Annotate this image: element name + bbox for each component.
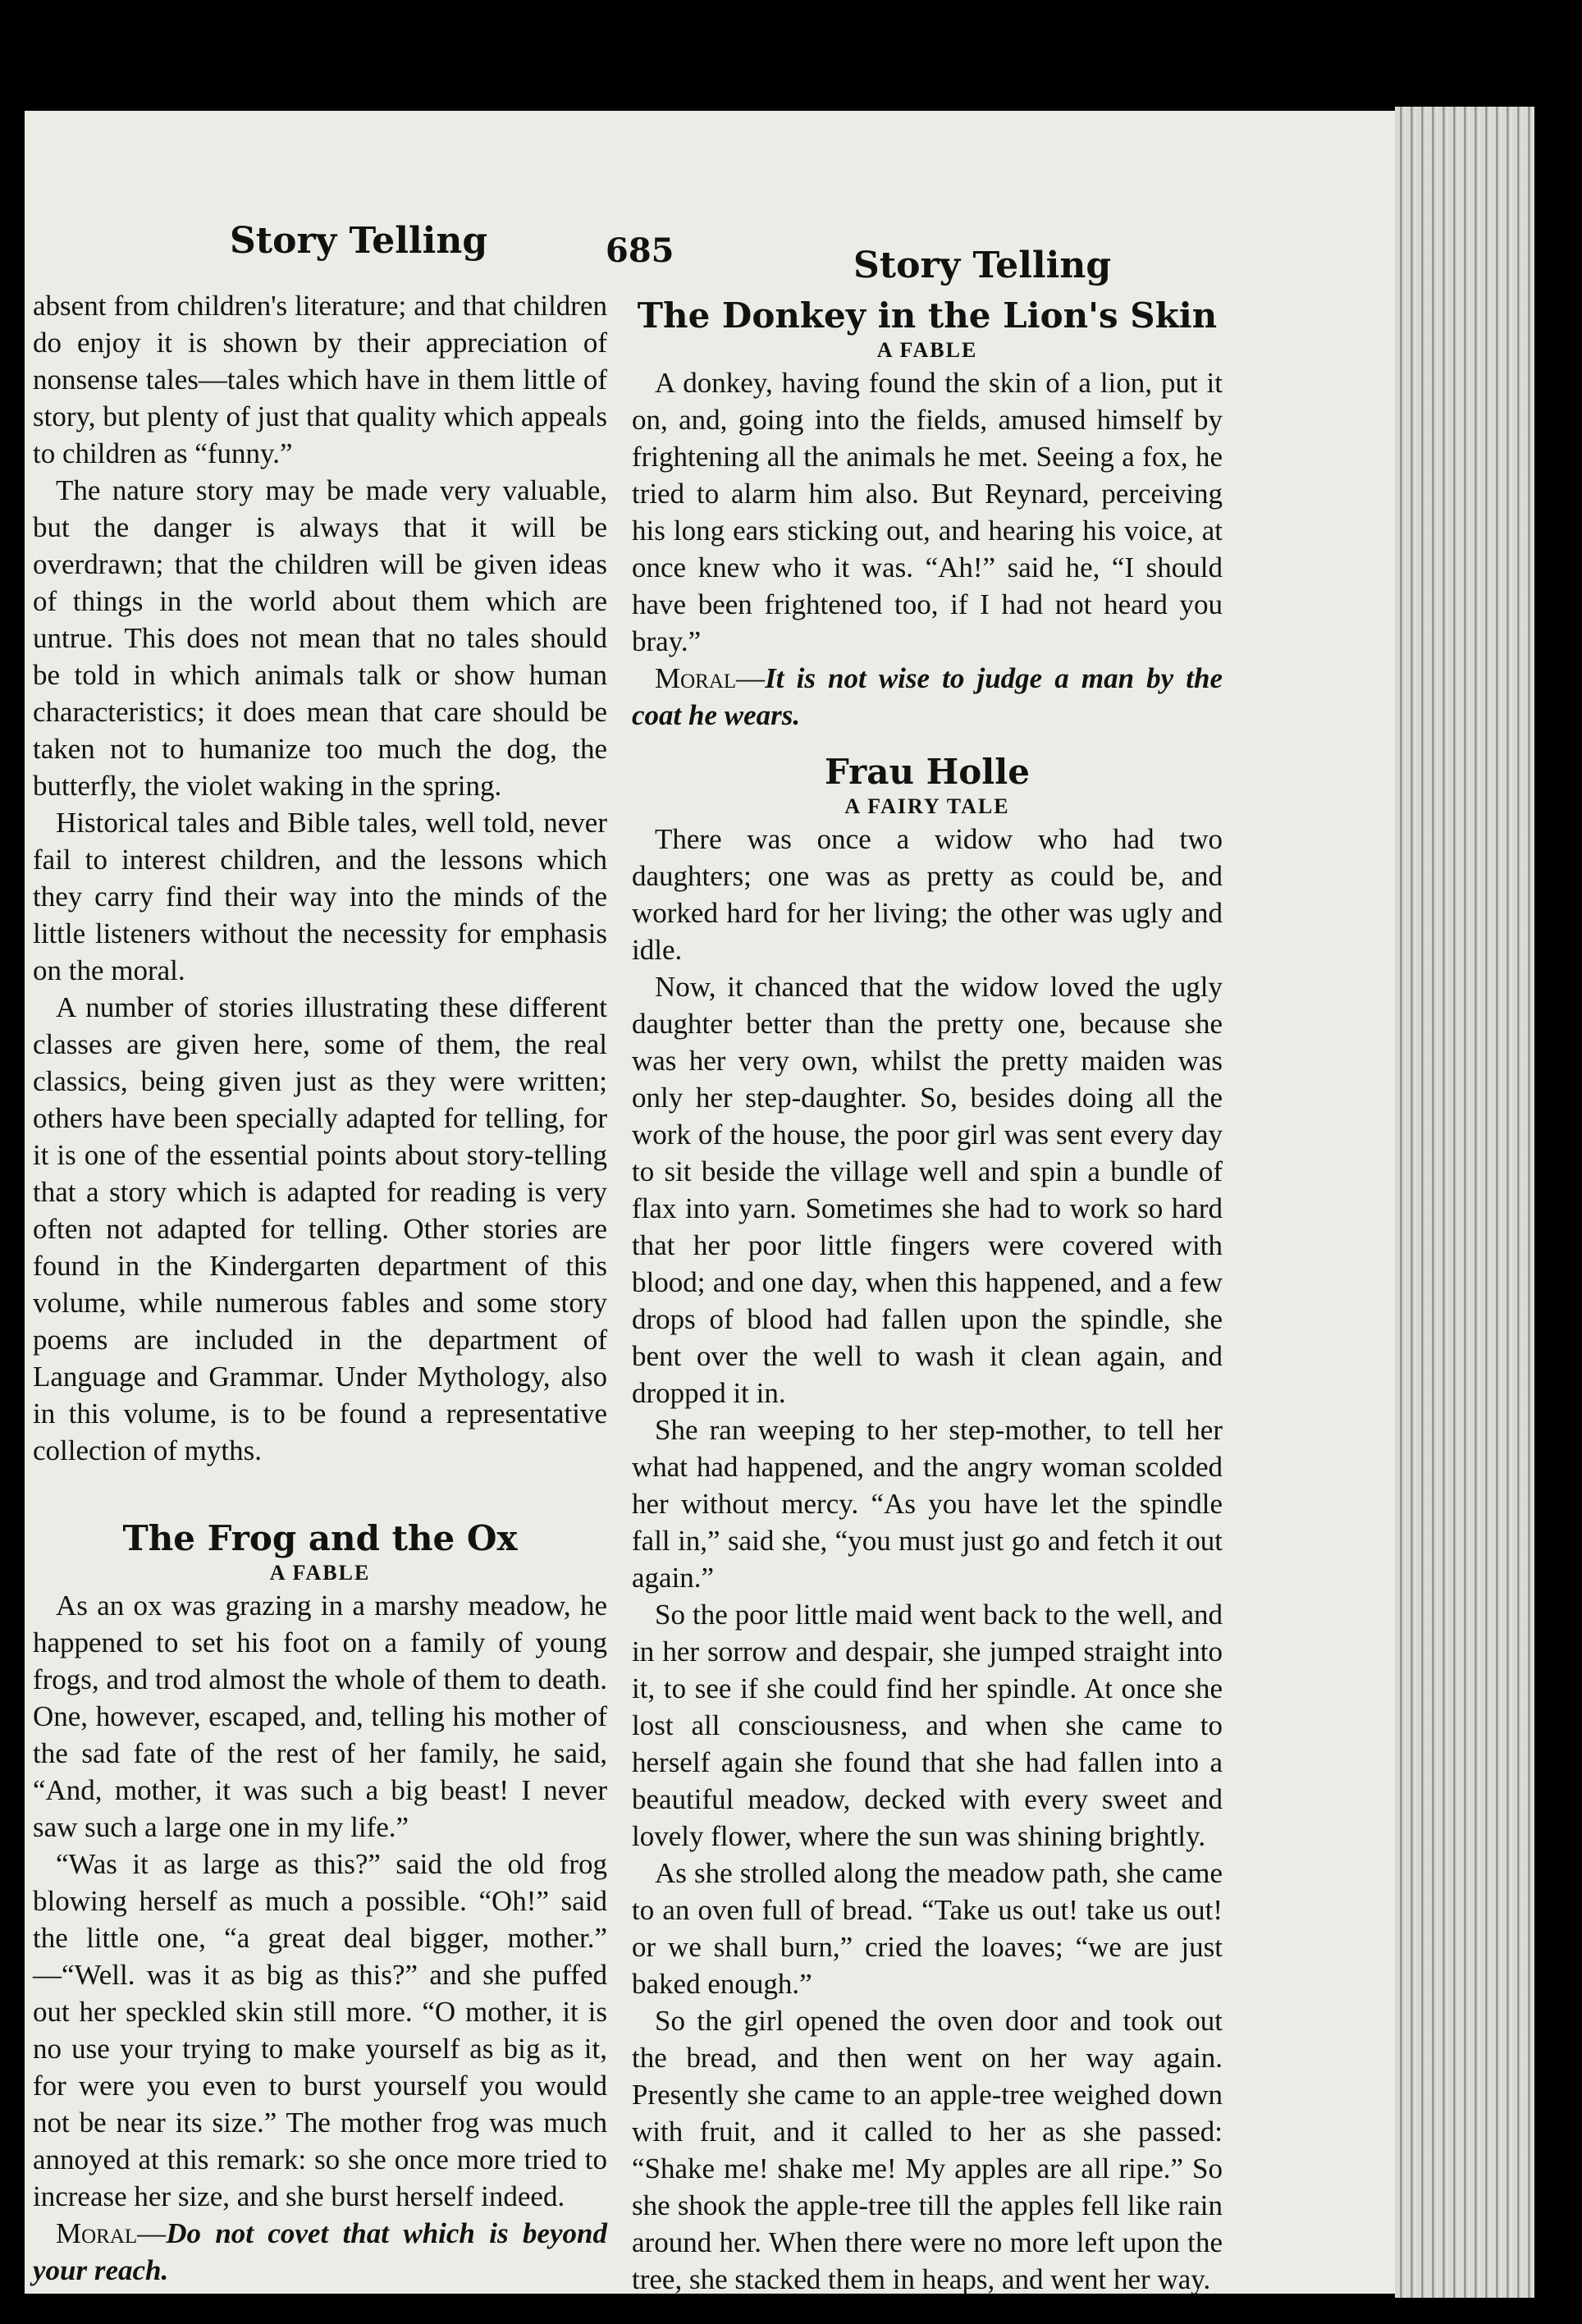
paragraph: So the girl opened the oven door and took out the bread, and then went on her way again. Presently she came to an apple-tree weighed down with fruit, and it called to her as she passed: “Shake me! shake me! My apples are all ripe.” So she shook the apple-tree till the apples fell like rain around her. When there were no more left upon the tree, she stacked them in heaps, and went her way.: [632, 2005, 1223, 2295]
moral: [632, 660, 1223, 734]
story-title: The Frog and the Ox: [122, 1518, 518, 1558]
paragraph: As an ox was grazing in a marshy meadow, he happened to set his foot on a family of young frogs, and trod almost the whole of them to death. One, however, escaped, and, telling his mother of the sad fate of the rest of her family, he said, “And, mother, it was such a big beast! I never saw such a large one in my life.”: [33, 1590, 607, 1843]
paragraph: The nature story may be made very valuable, but the danger is always that it will be overdrawn; that the children will be given ideas of things in the world about them which are untrue. This does not mean that no tales should be told in which animals talk or show human characteristics; it does mean that care should be taken not to humanize too much the dog, the butterfly, the violet waking in the spring.: [33, 474, 607, 802]
left-column: [33, 287, 607, 2289]
paragraph: A donkey, having found the skin of a lion, put it on, and, going into the fields, amused himself by frightening all the animals he met. Seeing a fox, he tried to alarm him also. But Reynard, perceiving his long ears sticking out, and hearing his voice, at once knew who it was. “Ah!” said he, “I should have been frightened too, if I had not heard you bray.”: [632, 367, 1223, 657]
right-column: [632, 295, 1223, 2298]
running-head-right: Story Telling: [853, 245, 1112, 286]
paragraph: A number of stories illustrating these different classes are given here, some of them, the real classics, being given just as they were written; others have been specially adapted for telling, for it is one of the essential points about story-telling that a story which is adapted for reading is very often not adapted for telling. Other stories are found in the Kindergarten department of this volume, while numerous fables and some story poems are included in the department of Language and Grammar. Under Mythology, also in this volume, is to be found a representative collection of myths.: [33, 991, 607, 1466]
story-subtitle: A FAIRY TALE: [844, 794, 1010, 818]
paragraph: Historical tales and Bible tales, well told, never fail to interest children, and the lessons which they carry find their way into the minds of the little listeners without the necessity for emphasis on the moral.: [33, 807, 607, 986]
moral-text: Do not covet that which is beyond your reach.: [33, 2217, 607, 2286]
paragraph: So the poor little maid went back to the well, and in her sorrow and despair, she jumped straight into it, to see if she could find her spindle. At once she lost all consciousness, and when she came to herself again she found that she had fallen into a beautiful meadow, decked with every sweet and lovely flower, where the sun was shining brightly.: [632, 1599, 1223, 1852]
story-title: The Donkey in the Lion's Skin: [637, 295, 1218, 336]
moral: [33, 2215, 607, 2289]
story-subtitle: A FABLE: [269, 1561, 371, 1585]
moral-label: Moral—: [56, 2217, 167, 2249]
paragraph: She ran weeping to her step-mother, to tell her what had happened, and the angry woman scolded her without mercy. “As you have let the spindle fall in,” said she, “you must just go and fetch it out again.”: [632, 1414, 1223, 1594]
paragraph: Now, it chanced that the widow loved the ugly daughter better than the pretty one, because she was her very own, whilst the pretty maiden was only her step-daughter. So, besides doing all the work of the house, the poor girl was sent every day to sit beside the village well and spin a bundle of flax into yarn. Sometimes she had to work so hard that her poor little fingers were covered with blood; and one day, when this happened, and a few drops of blood had fallen upon the spindle, she bent over the well to wash it clean again, and dropped it in.: [632, 971, 1223, 1409]
paragraph: “Was it as large as this?” said the old frog blowing herself as much a possible. “Oh!” said the little one, “a great deal bigger, mother.” —“Well. was it as big as this?” and she puffed out her speckled skin still more. “O mother, it is no use your trying to make yourself as big as it, for were you even to burst yourself you would not be near its size.” The mother frog was much annoyed at this remark: so she once more tried to increase her size, and she burst herself indeed.: [33, 1848, 607, 2212]
running-head-left: Story Telling: [230, 220, 488, 262]
story-title: Frau Holle: [825, 752, 1030, 792]
page-number: 685: [606, 231, 674, 270]
page-edges: [1395, 107, 1534, 2298]
paragraph: There was once a widow who had two daughters; one was as pretty as could be, and worked hard for her living; the other was ugly and idle.: [632, 823, 1223, 966]
story-subtitle: A FABLE: [876, 338, 978, 362]
paragraph: As she strolled along the meadow path, she came to an oven full of bread. “Take us out! take us out! or we shall burn,” cried the loaves; “we are just baked enough.”: [632, 1857, 1223, 2000]
moral-label: Moral—: [655, 662, 766, 694]
moral-text: It is not wise to judge a man by the coat he wears.: [632, 662, 1223, 731]
paragraph: absent from children's literature; and that children do enjoy it is shown by their appreciation of nonsense tales—tales which have in them little of story, but plenty of just that quality which appeals to children as “funny.”: [33, 290, 607, 469]
